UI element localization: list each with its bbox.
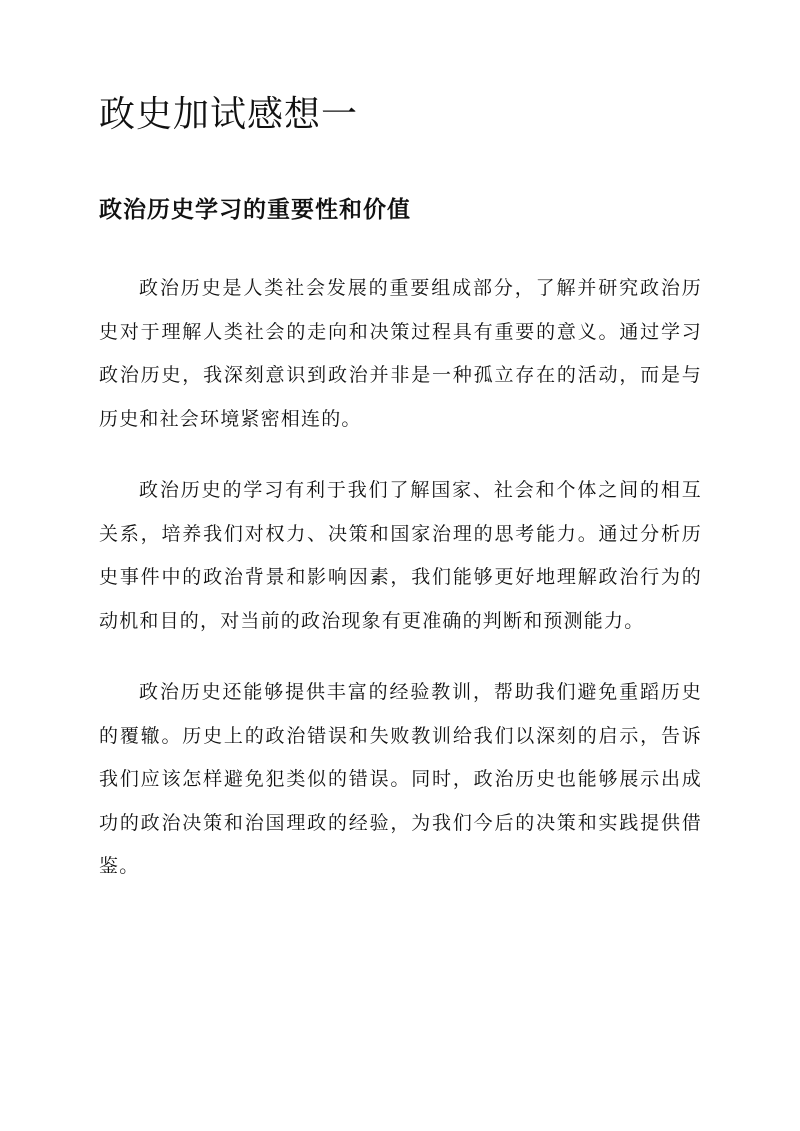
paragraph-1: 政治历史是人类社会发展的重要组成部分，了解并研究政治历史对于理解人类社会的走向和决策过程具有重要的意义。通过学习政治历史，我深刻意识到政治并非是一种孤立存在的活动，而是与历史和社会环境紧密相连的。 <box>99 277 702 430</box>
document-body <box>99 267 702 917</box>
paragraph-2: 政治历史的学习有利于我们了解国家、社会和个体之间的相互关系，培养我们对权力、决策和国家治理的思考能力。通过分析历史事件中的政治背景和影响因素，我们能够更好地理解政治行为的动机和目的，对当前的政治现象有更准确的判断和预测能力。 <box>99 479 702 632</box>
paragraph-3: 政治历史还能够提供丰富的经验教训，帮助我们避免重蹈历史的覆辙。历史上的政治错误和失败教训给我们以深刻的启示，告诉我们应该怎样避免犯类似的错误。同时，政治历史也能够展示出成功的政治决策和治国理政的经验，为我们今后的决策和实践提供借鉴。 <box>99 681 702 877</box>
section-heading: 政治历史学习的重要性和价值 <box>99 196 411 223</box>
document-title: 政史加试感想一 <box>99 94 359 135</box>
